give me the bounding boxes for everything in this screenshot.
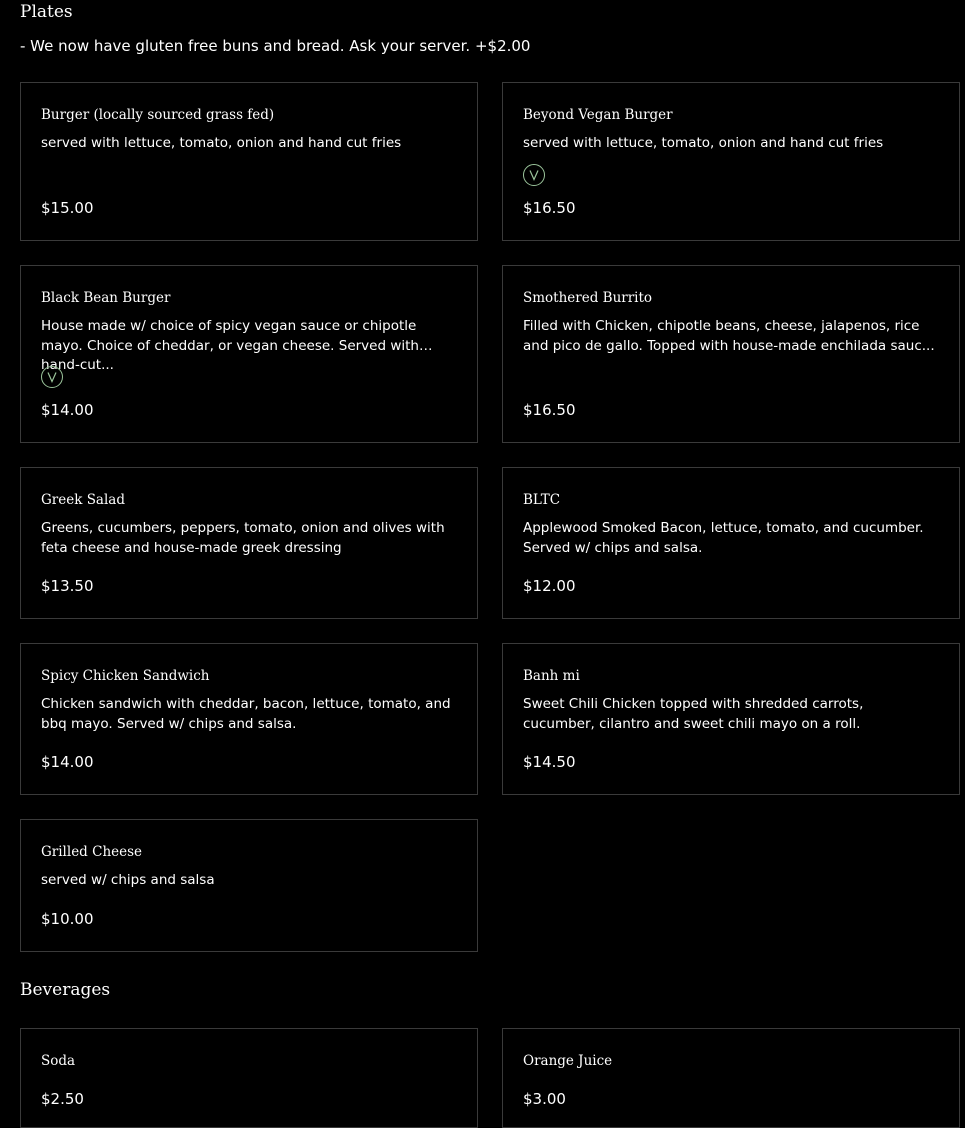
menu-item-grilled-cheese[interactable] <box>20 819 478 952</box>
vegan-v-icon <box>523 164 545 186</box>
menu-item-price: $16.50 <box>523 401 576 419</box>
menu-item-banh-mi[interactable] <box>502 643 960 795</box>
menu-item-soda[interactable] <box>20 1028 478 1128</box>
gluten-free-note: - We now have gluten free buns and bread. Ask your server. +$2.00 <box>20 37 531 55</box>
menu-item-description: served w/ chips and salsa <box>41 872 215 888</box>
menu-item-description: served with lettuce, tomato, onion and hand cut fries <box>523 135 884 151</box>
plates-section-title: Plates <box>20 2 73 22</box>
menu-item-black-bean-burger[interactable] <box>20 265 478 443</box>
menu-item-description: Applewood Smoked Bacon, lettuce, tomato, and cucumber. Served w/ chips and salsa. <box>523 520 924 556</box>
menu-item-bltc[interactable] <box>502 467 960 619</box>
menu-item-price: $16.50 <box>523 199 576 217</box>
menu-item-smothered-burrito[interactable] <box>502 265 960 443</box>
vegan-v-icon <box>41 366 63 388</box>
menu-item-description: served with lettuce, tomato, onion and hand cut fries <box>41 135 402 151</box>
beverages-section-title: Beverages <box>20 980 111 1000</box>
menu-item-burger[interactable] <box>20 82 478 241</box>
menu-item-price: $14.00 <box>41 401 94 419</box>
menu-item-spicy-chicken-sandwich[interactable] <box>20 643 478 795</box>
menu-item-name: BLTC <box>523 492 561 508</box>
menu-item-name: Burger (locally sourced grass fed) <box>41 107 275 123</box>
menu-item-name: Black Bean Burger <box>41 290 171 306</box>
menu-item-price: $2.50 <box>41 1090 84 1108</box>
menu-item-description: House made w/ choice of spicy vegan sauce or chipotle mayo. Choice of cheddar, or vegan cheese. Served with hand-cut... <box>41 318 419 373</box>
menu-item-greek-salad[interactable] <box>20 467 478 619</box>
menu-item-name: Banh mi <box>523 668 580 684</box>
menu-item-description: Filled with Chicken, chipotle beans, cheese, jalapenos, rice and pico de gallo. Topped with house-made enchilada sauc... <box>523 318 935 354</box>
menu-item-name: Soda <box>41 1053 76 1069</box>
menu-item-name: Orange Juice <box>523 1053 613 1069</box>
menu-item-description: Greens, cucumbers, peppers, tomato, onion and olives with feta cheese and house-made greek dressing <box>41 520 445 556</box>
menu-item-description: Chicken sandwich with cheddar, bacon, lettuce, tomato, and bbq mayo. Served w/ chips and salsa. <box>41 696 451 732</box>
menu-item-price: $15.00 <box>41 199 94 217</box>
menu-item-price: $10.00 <box>41 910 94 928</box>
menu-item-price: $13.50 <box>41 577 94 595</box>
menu-item-name: Spicy Chicken Sandwich <box>41 668 210 684</box>
menu-item-price: $3.00 <box>523 1090 566 1108</box>
menu-item-name: Grilled Cheese <box>41 844 143 860</box>
menu-item-price: $12.00 <box>523 577 576 595</box>
menu-item-price: $14.00 <box>41 753 94 771</box>
menu-item-description: Sweet Chili Chicken topped with shredded carrots, cucumber, cilantro and sweet chili mayo on a roll. <box>523 696 864 732</box>
menu-item-name: Greek Salad <box>41 492 125 508</box>
menu-item-name: Beyond Vegan Burger <box>523 107 673 123</box>
menu-item-orange-juice[interactable] <box>502 1028 960 1128</box>
menu-item-price: $14.50 <box>523 753 576 771</box>
menu-item-name: Smothered Burrito <box>523 290 653 306</box>
menu-item-beyond-vegan-burger[interactable] <box>502 82 960 241</box>
